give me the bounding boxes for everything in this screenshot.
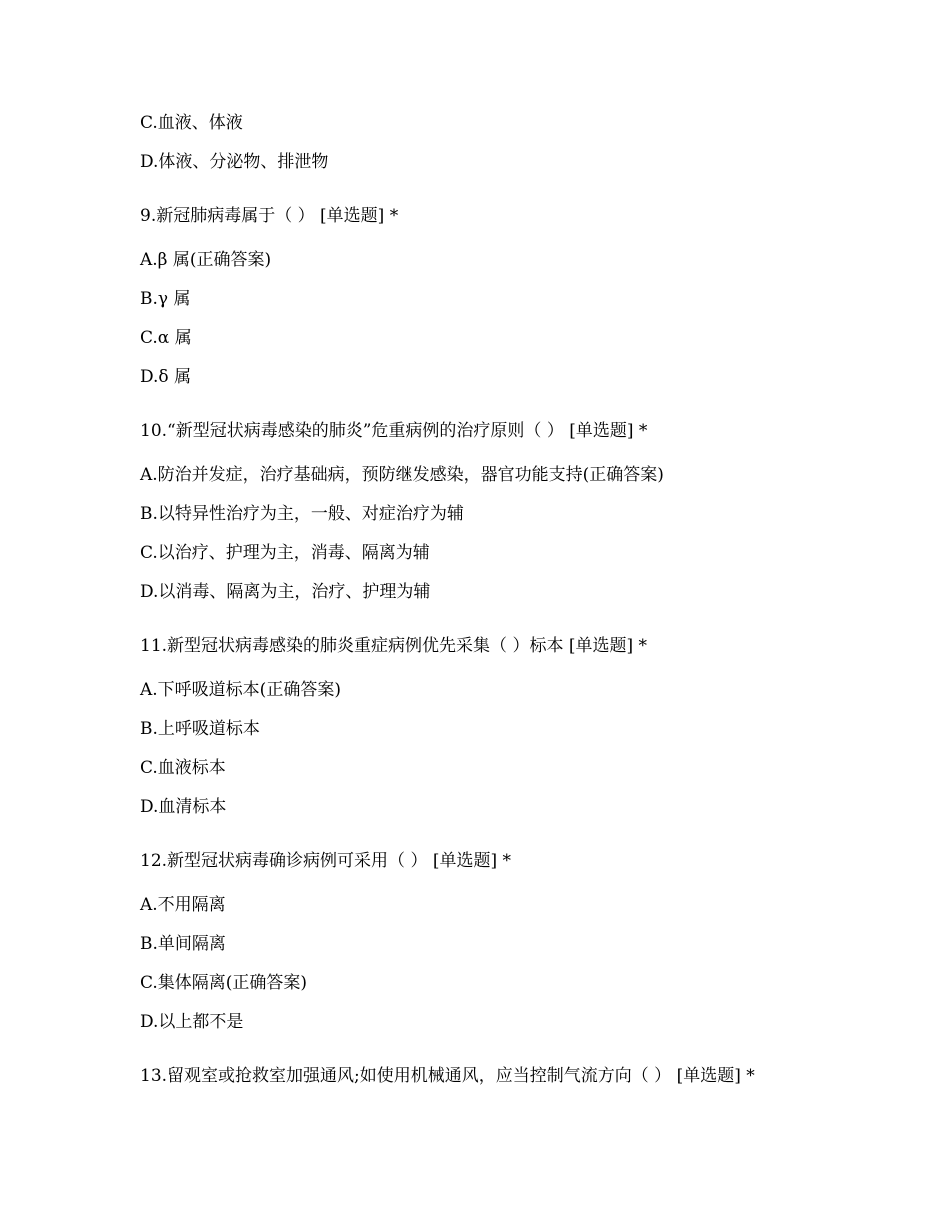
option-9d: D.δ 属: [140, 367, 192, 387]
option-10b: B.以特异性治疗为主，一般、对症治疗为辅: [140, 504, 464, 524]
question-13: 13.留观室或抢救室加强通风;如使用机械通风，应当控制气流方向（ ） [单选题] *: [140, 1066, 755, 1086]
option-11b: B.上呼吸道标本: [140, 719, 260, 739]
option-11c: C.血液标本: [140, 758, 226, 778]
option-9a: A.β 属(正确答案): [140, 250, 272, 270]
document-page: [140, 112, 860, 1109]
question-10: 10.“新型冠状病毒感染的肺炎”危重病例的治疗原则（ ） [单选题] *: [140, 421, 648, 441]
option-12b: B.单间隔离: [140, 934, 226, 954]
option-12c: C.集体隔离(正确答案): [140, 973, 308, 993]
option-12a: A.不用隔离: [140, 895, 226, 915]
question-11: 11.新型冠状病毒感染的肺炎重症病例优先采集（ ）标本 [单选题] *: [140, 636, 648, 656]
question-9: 9.新冠肺病毒属于（ ） [单选题] *: [140, 206, 399, 226]
option-10c: C.以治疗、护理为主，消毒、隔离为辅: [140, 543, 430, 563]
option-8d: D.体液、分泌物、排泄物: [140, 152, 329, 172]
option-9c: C.α 属: [140, 328, 192, 348]
option-10a: A.防治并发症，治疗基础病，预防继发感染，器官功能支持(正确答案): [140, 465, 664, 485]
option-8c: C.血液、体液: [140, 113, 243, 133]
question-12: 12.新型冠状病毒确诊病例可采用（ ） [单选题] *: [140, 851, 512, 871]
option-11a: A.下呼吸道标本(正确答案): [140, 680, 341, 700]
option-11d: D.血清标本: [140, 797, 227, 817]
option-10d: D.以消毒、隔离为主，治疗、护理为辅: [140, 582, 431, 602]
option-9b: B.γ 属: [140, 289, 191, 309]
option-12d: D.以上都不是: [140, 1012, 244, 1032]
